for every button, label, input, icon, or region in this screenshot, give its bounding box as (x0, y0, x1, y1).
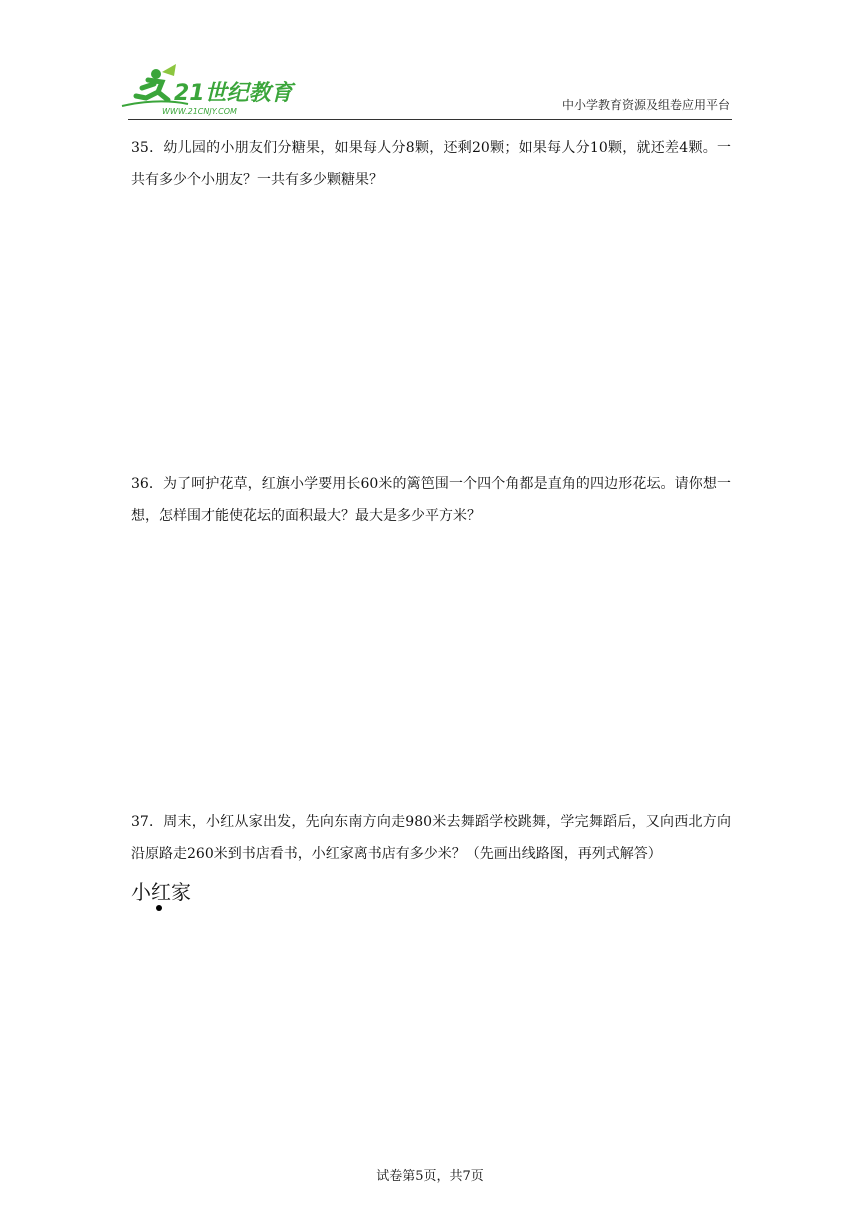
page-footer: 试卷第5页，共7页 (376, 1169, 484, 1184)
home-point (156, 905, 162, 911)
question-35: 35．幼儿园的小朋友们分糖果，如果每人分8颗，还剩20颗；如果每人分10颗，就还差4颗。一共有多少个小朋友？一共有多少颗糖果？ (131, 140, 731, 188)
logo-main-text: 21世纪教育 (174, 81, 293, 106)
question-37: 37．周末，小红从家出发，先向东南方向走980米去舞蹈学校跳舞，学完舞蹈后，又向西北方向沿原路走260米到书店看书，小红家离书店有多少米？（先画出线路图，再列式解答） (131, 814, 731, 862)
platform-name: 中小学教育资源及组卷应用平台 (561, 98, 730, 112)
header-rule (128, 119, 732, 120)
page-header (0, 0, 860, 122)
question-36: 36．为了呵护花草，红旗小学要用长60米的篱笆围一个四个角都是直角的四边形花坛。请你想一想，怎样围才能使花坛的面积最大？最大是多少平方米？ (131, 476, 731, 524)
logo-21cnjy (118, 62, 298, 118)
logo-sub-text: WWW.21CNJY.COM (162, 107, 237, 116)
home-label: 小红家 (131, 880, 191, 904)
